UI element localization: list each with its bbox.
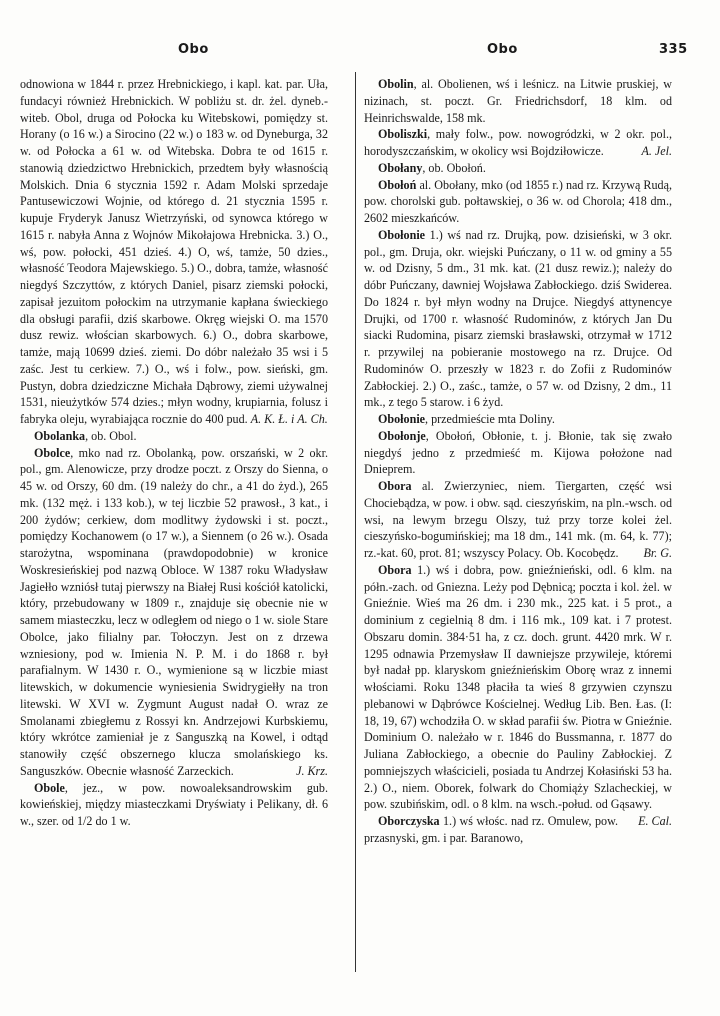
entry-headword: Obołonie — [378, 227, 426, 242]
entry-signature: J. Krz. — [296, 763, 328, 778]
entry-text: , przedmieście mta Doliny. — [425, 412, 555, 426]
entry-text: , al. Obolienen, wś i leśnicz. na Litwie pruskiej, w nizinach, st. poczt. Gr. Friedrichsdorf, 18 klm. od Heinrichswalde, 158 mk. — [364, 77, 672, 125]
entry-obolin — [364, 76, 672, 126]
entry-headword: Obora — [378, 479, 412, 493]
entry-oboliszki — [364, 126, 672, 160]
entry-headword: Obolin — [378, 77, 414, 91]
entry-headword: Obołany — [378, 160, 423, 175]
entry-continuation — [20, 76, 328, 428]
entry-text: , ob. Obołoń. — [422, 160, 486, 175]
entry-obolonie-2 — [364, 411, 672, 428]
entry-headword: Obolanka — [34, 428, 86, 443]
entry-text: 1.) wś włośc. nad rz. Omulew, pow. przasnyski, gm. i par. Baranowo, — [364, 814, 619, 845]
left-column — [20, 76, 328, 976]
entry-text: , mko nad rz. Obolanką, pow. orszański, w 2 okr. pol., gm. Alenowicze, przy drodze poczt. z Orszy do Sienna, o 45 w. od Orszy, 60 dm. (19 należy do chr., a 41 do żyd.), 265 mk. (132 męż. i 133 kob.), w tej liczbie 52 prawosł., 3 kat., i 200 żydów; cerkiew, dom modlitwy żydowski i st. poczt., pomiędzy Kochanowem (o 17 w.), a Siennem (o 26 w.). Osada starożytna, wspominana (prawdopodobnie) w kronice Woskresieńskiej pod nazwą Obloce. W 1387 roku Władysław Jagiełło wzniósł tutaj pierwszy na Białej Rusi kościół katolicki, który, przebudowany w 1809 r., znajduje się obecnie nie w samem miasteczku, lecz w odległem od niego o 1 w. siole Stare Obolce, jako filialny par. Tołoczyn. Jest on z drzewa wzniesiony, pod w. Imienia N. P. M. i do 1868 r. był parafialnym. W 1430 r. O., wymienione są w liczbie miast litewskich, w dokumencie wyniesienia Swidrygiełły na tron litewski. W XVI w. Zygmunt August nadał O. wraz ze Smolanami zbiegłemu z Rossyi kn. Andrzejowi Kurbskiemu, który wkrótce zamieniał je z Sanguszką na Kowel, i odtąd stanowiły część obszernego klucza smolańskiego ks. Sanguszków. Obecnie własność Zarzeckich. — [20, 445, 328, 778]
entry-headword: Oboliszki — [378, 127, 428, 142]
column-divider — [355, 72, 356, 972]
entry-obolon — [364, 177, 672, 227]
entry-text: odnowiona w 1844 r. przez Hrebnickiego, i kapl. kat. par. Uła, fundacyi również Hrebnickich. W pobliżu st. dr. żel. dyneb.-witeb. Obol, druga od Połocka ku Witebskowi, pomiędzy st. Horany (o 16 w.) a Sirocino (22 w.) o 183 w. od Dyneburga, 32 w. od Połocka a 61 w. od Witebska. Dobra te od 1615 r. stanowią dziedzictwo Hrebnickich, przedtem były własnością Molskich. Dnia 6 stycznia 1592 r. Adam Molski sprzedaje Pantusewiczowi Wojnie, od którego d. 21 stycznia 1595 r. kupuje Fryderyk Janusz Wietrzyński, od synowca którego w 1615 r. nabyła Anna z Wojnów Mikołajowa Hrebnicka. 3.) O., wś, pow. połocki, 451 dzieś. 4.) O, wś, tamże, 50 dzies., własność Teodora Majewskiego. 5.) O., dobra, tamże, własność niegdyś Szczyttów, z których Daniel, pisarz ziemski połocki, zapisał jezuitom połockim na utrzymanie kapłana świeckiego dla obsługi parafii, dziś skarbowe. Okręg wiejski O. ma 1570 dusz rewiz. włościan skarbowych. 6.) O., dobra skarbowe, tamże, mają 10699 dzieś. ziemi. Do dóbr należało 35 wsi i 5 zaśc. Jest tu cerkiew. 7.) O., wś i folw., pow. sieński, gm. Pustyn, dobra dziedziczne Michała Dąbrowy, ziemi używalnej 1531, nieużytków 574 dzies.; młyn wodny, krupiarnia, folusz i fabryka oleju, wyrabiająca rocznie do 400 pud. — [20, 77, 328, 426]
entry-headword: Obołoń — [378, 177, 417, 192]
entry-text: , mały folw., pow. nowogródzki, w 2 okr. pol., horodyszczańskim, w okolicy wsi Bojdziłowicze. — [364, 127, 672, 158]
entry-obole — [20, 780, 328, 830]
entry-headword: Oborczyska — [378, 814, 440, 828]
entry-text: , ob. Obol. — [85, 428, 137, 443]
entry-obolany — [364, 160, 672, 177]
entry-headword: Obole — [34, 780, 65, 795]
entry-text: 1.) wś i dobra, pow. gnieźnieński, odl. 6 klm. na półn.-zach. od Gniezna. Leży pod Dębnicą; poczta i kol. żel. w Gnieźnie. Wieś ma 26 dm. i 230 mk., 225 kat. i 5 prot., a dominium z cegielnią 8 dm. i 116 mk., 109 kat. i 7 protest. Obszaru domin. 384·51 ha, z cz. doch. grunt. 4420 mrk. W r. 1295 odnawia Przemysław II dawniejsze przywileje, któremi był nadał pp. klaryskom gnieźnieńskim Oborę wraz z innemi włościami. Roku 1348 płaciła ta wieś 8 grzywien czynszu plebanowi w Dąbrówce Kościelnej. Według Lib. Ben. Łas. (I: 18, 19, 67) wchodziła O. w skład parafii św. Piotra w Gnieźnie. Dominium O. należało w r. 1846 do Bussmanna, r. 1877 do Juliana Zabłockiego, a obecnie do Pauliny Zabłockiej. Z pomniejszych właścicieli, posiada tu Andrzej Kołasiński 53 ha. 2.) O., niem. Oborek, folwark do Chomiąży Szlacheckiej, w pow. szubińskim, odl. o 8 klm. na wsch.-połud. od Gąsawy. — [364, 562, 672, 812]
entry-headword: Obołonje — [378, 428, 426, 443]
entry-headword: Obołonie — [378, 412, 426, 426]
entry-headword: Obolce — [34, 445, 71, 460]
entry-headword: Obora — [378, 562, 412, 577]
entry-signature: Br. G. — [643, 546, 672, 560]
entry-text: , Obołoń, Obłonie, t. j. Błonie, tak się zwało niegdyś jedno z przedmieść m. Kijowa położone nad Dnieprem. — [364, 428, 672, 477]
entry-text: , jez., w pow. nowoaleksandrowskim gub. kowieńskiej, między miasteczkami Dryświaty i Pelikany, dł. 6 w., szer. od 1/2 do 1 w. — [20, 780, 328, 828]
page-number: 335 — [659, 42, 688, 57]
entry-text: al. Zwierzyniec, niem. Tiergarten, część wsi Chociebądza, w pow. i obw. sąd. cieszyńskim, na pln.-wsch. od wsi, na lewym brzegu Olszy, tuż przy torze kolei żel. cieszyńsko-bogumińskiej; ma 18 dm., 141 mk. (m. 64, k. 77); rz.-kat. 60, prot. 81; wszyscy Polacy. Ob. Kocobędz. — [364, 479, 672, 560]
entry-obora-1 — [364, 478, 672, 562]
entry-text: al. Obołany, mko (od 1855 r.) nad rz. Krzywą Rudą, pow. chorolski gub. połtawskiej, o 36 w. od Chorola; 418 dm., 2602 mieszkańców. — [364, 177, 672, 225]
entry-signature: E. Cal. — [638, 814, 672, 828]
entry-signature: A. Jel. — [641, 144, 672, 158]
entry-obolonie-1 — [364, 227, 672, 411]
right-running-head: Obo — [487, 42, 518, 57]
entry-obolanka — [20, 428, 328, 445]
entry-obolonje — [364, 428, 672, 478]
right-column — [364, 76, 672, 976]
entry-obolce — [20, 445, 328, 780]
entry-signature: A. K. Ł. i A. Ch. — [250, 412, 328, 426]
entry-text: 1.) wś nad rz. Drujką, pow. dzisieński, w 3 okr. pol., gm. Druja, okr. wiejski Puńczany, o 11 w. od gminy a 55 w. od Dzisny, 5 dm., 31 mk. kat. (21 dusz rewiz.); należy do dóbr Puńczany, dawniej Wojsława Zabłockiego. dziś Swiderea. Do 1824 r. był młyn wodny na Drujce. Niegdyś attynencye Drujki, od 1700 r. własność Rudominów, z których Jan Du siacki Rudomina, pisarz ziemski brasławski, otrzymał w 1712 r. przywilej na pobieranie mostowego na rz. Drujce. Od Rudominów O. przeszły w 1823 r. do Zofii z Rudominów Zabłockiej. 2.) O., zaśc., tamże, o 57 w. od Dzisny, 2 dm., 11 mk., z tego 5 starow. i 6 żyd. — [364, 227, 672, 410]
left-running-head: Obo — [178, 42, 209, 57]
